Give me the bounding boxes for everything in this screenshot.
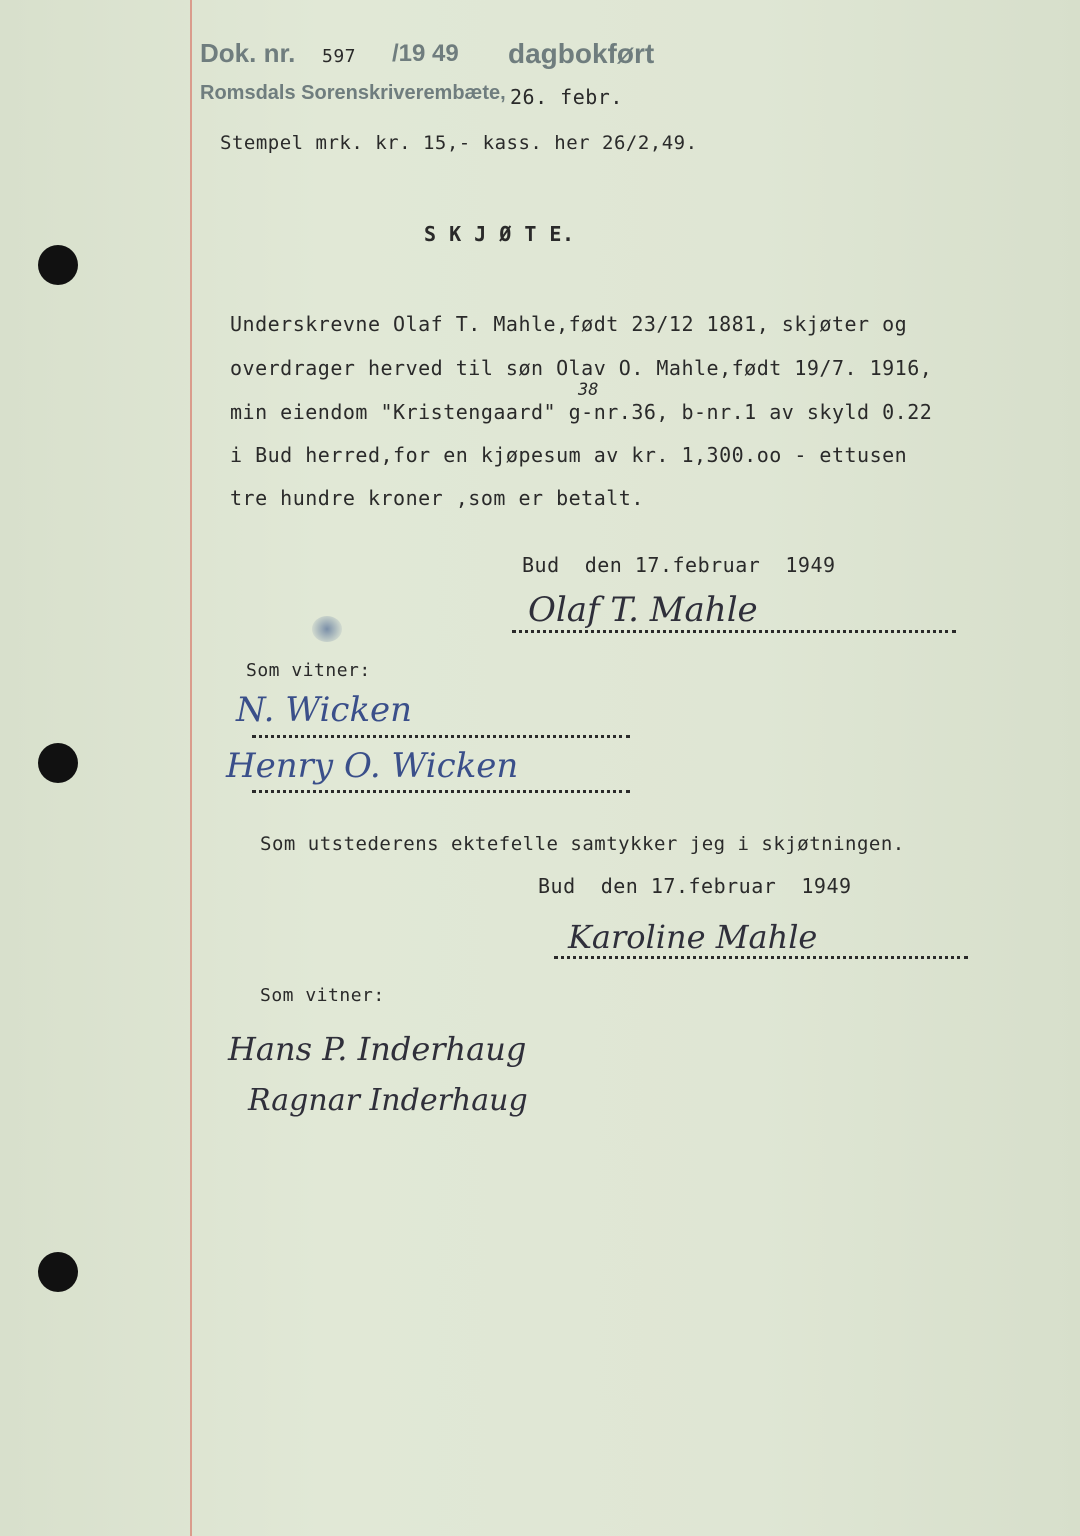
stamp-doc-number: 597 xyxy=(322,46,357,67)
ink-smudge xyxy=(312,616,342,642)
witness-signature-1b: Henry O. Wicken xyxy=(226,746,519,786)
body-line-2: overdrager herved til søn Olav O. Mahle,født 19/7. 1916, xyxy=(230,356,933,380)
stamp-year: /19 49 xyxy=(392,40,459,67)
stamp-dagbokfort: dagbokført xyxy=(508,38,655,69)
stamp-office: Romsdals Sorenskriverembæte, xyxy=(200,82,506,104)
signature-line-seller xyxy=(512,630,956,633)
witness-line-1b xyxy=(252,790,630,793)
witness-label-1: Som vitner: xyxy=(246,660,371,681)
witness-signature-2b: Ragnar Inderhaug xyxy=(248,1083,528,1118)
signature-spouse: Karoline Mahle xyxy=(568,918,818,956)
body-line-5: tre hundre kroner ,som er betalt. xyxy=(230,486,644,510)
signature-seller: Olaf T. Mahle xyxy=(528,590,758,630)
place-date-1: Bud den 17.februar 1949 xyxy=(522,553,836,577)
body-line-1: Underskrevne Olaf T. Mahle,født 23/12 1881, skjøter og xyxy=(230,312,908,336)
margin-rule xyxy=(190,0,192,1536)
witness-signature-1a: N. Wicken xyxy=(236,690,413,730)
place-date-2: Bud den 17.februar 1949 xyxy=(538,874,852,898)
stamp-fee-line: Stempel mrk. kr. 15,- kass. her 26/2,49. xyxy=(220,132,698,154)
punch-hole-bottom xyxy=(38,1252,78,1292)
witness-signature-2a: Hans P. Inderhaug xyxy=(228,1030,527,1068)
signature-line-spouse xyxy=(554,956,968,959)
witness-label-2: Som vitner: xyxy=(260,985,385,1006)
body-line-3: min eiendom "Kristengaard" g-nr.36, b-nr.1 av skyld 0.22 xyxy=(230,400,933,424)
punch-hole-middle xyxy=(38,743,78,783)
spouse-consent: Som utstederens ektefelle samtykker jeg i skjøtningen. xyxy=(260,833,905,855)
stamp-date: 26. febr. xyxy=(510,85,623,109)
body-line-4: i Bud herred,for en kjøpesum av kr. 1,300.oo - ettusen xyxy=(230,443,908,467)
punch-hole-top xyxy=(38,245,78,285)
handwritten-correction: 38 xyxy=(578,380,599,400)
stamp-doc-label: Dok. nr. xyxy=(200,38,296,68)
document-title: S K J Ø T E. xyxy=(424,222,575,246)
witness-line-1a xyxy=(252,735,630,738)
